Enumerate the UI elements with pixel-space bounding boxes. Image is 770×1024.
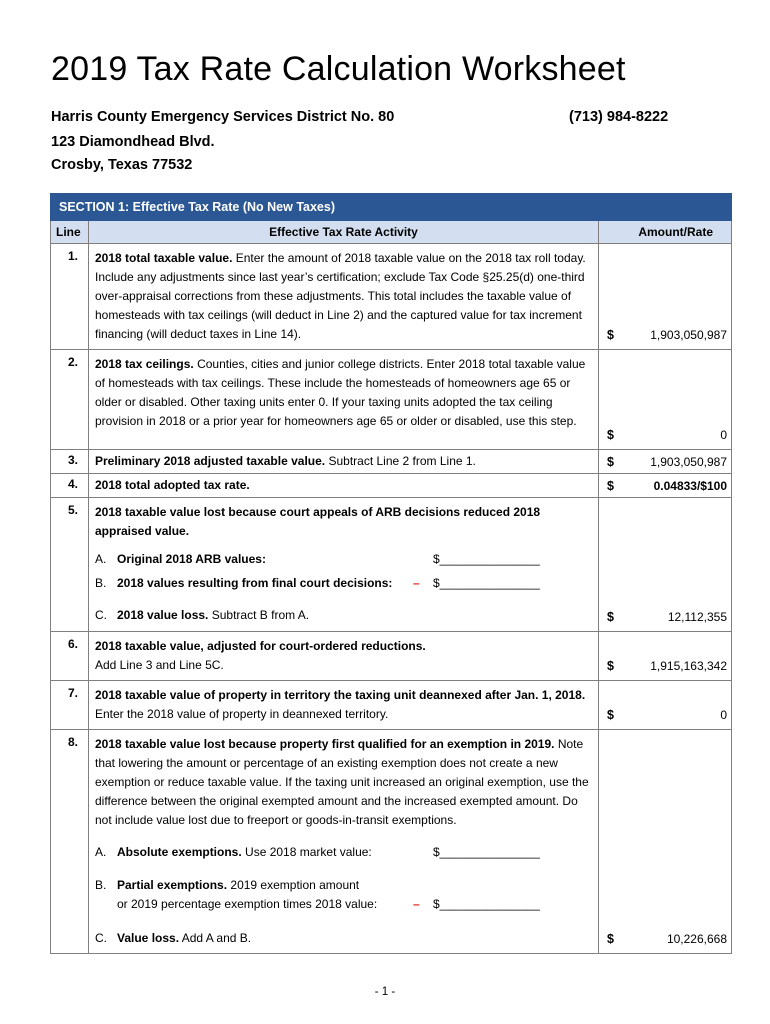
sub-item-label: A. [95, 552, 107, 566]
address-line-2: Crosby, Texas 77532 [51, 157, 193, 173]
blank-field[interactable]: $_______________ [433, 897, 540, 911]
dollar-sign: $ [607, 428, 614, 442]
sub-item-heading: Partial exemptions. [117, 878, 228, 892]
dollar-sign: $ [607, 328, 614, 342]
amount-cell [599, 730, 732, 954]
sub-item-c [95, 928, 592, 948]
activity-cell [89, 474, 599, 498]
activity-text: Add Line 3 and Line 5C. [95, 658, 224, 672]
sub-item-heading: Value loss. [117, 931, 180, 945]
amount-value: 0 [720, 708, 727, 722]
line-number: 6. [51, 632, 89, 681]
sub-item-c [95, 605, 592, 625]
amount-cell [599, 632, 732, 681]
activity-cell [89, 450, 599, 474]
address-line-1: 123 Diamondhead Blvd. [51, 134, 215, 150]
org-name: Harris County Emergency Services District No. 80 [51, 109, 395, 125]
activity-heading: Preliminary 2018 adjusted taxable value. [95, 454, 326, 468]
sub-item-label: C. [95, 608, 107, 622]
activity-heading: 2018 total taxable value. [95, 251, 233, 265]
table-row [51, 474, 732, 498]
amount-cell [599, 450, 732, 474]
minus-sign: – [413, 897, 420, 911]
dollar-sign: $ [607, 659, 614, 673]
sub-item-text: 2019 exemption amount [230, 878, 360, 892]
sub-item-text: 2018 values resulting from final court decisions: [117, 576, 393, 590]
line-number: 8. [51, 730, 89, 954]
amount-value: 10,226,668 [666, 932, 727, 946]
column-header-row [51, 221, 732, 244]
activity-cell [89, 244, 599, 350]
table-row [51, 350, 732, 450]
sub-item-label: B. [95, 576, 107, 590]
amount-value: 0.04833/$100 [653, 479, 727, 493]
activity-heading: 2018 taxable value lost because court appeals of ARB decisions reduced 2018 appraised value. [95, 505, 541, 538]
sub-item-text: Subtract B from A. [211, 608, 310, 622]
sub-item-a [95, 842, 592, 866]
page-title: 2019 Tax Rate Calculation Worksheet [51, 50, 626, 88]
section-header [51, 194, 732, 221]
amount-value: 1,903,050,987 [650, 455, 727, 469]
activity-heading: 2018 taxable value lost because property first qualified for an exemption in 2019. [95, 737, 555, 751]
dollar-sign: $ [607, 455, 614, 469]
table-row [51, 681, 732, 730]
activity-text: Enter the 2018 value of property in deannexed territory. [95, 707, 389, 721]
activity-cell [89, 498, 599, 632]
activity-cell [89, 730, 599, 954]
amount-cell [599, 474, 732, 498]
activity-text: Enter the amount of 2018 taxable value on the 2018 tax roll today. Include any adjustments since last year’s certification; exclude Tax Code §25.25(d) one-third over-appraisal corrections from these adjustments. This total includes the taxable value of homesteads with tax ceilings (will deduct in Line 2) and the captured value for tax increment financing (will deduct taxes in Line 14). [95, 251, 586, 341]
sub-item-text: Original 2018 ARB values: [117, 552, 266, 566]
sub-item-heading: 2018 value loss. [117, 608, 209, 622]
sub-item-heading: Absolute exemptions. [117, 845, 242, 859]
amount-value: 1,903,050,987 [650, 328, 727, 342]
dollar-sign: $ [607, 708, 614, 722]
line-number: 4. [51, 474, 89, 498]
section-title: SECTION 1: Effective Tax Rate (No New Taxes) [51, 194, 732, 221]
col-header-activity: Effective Tax Rate Activity [89, 221, 599, 244]
dollar-sign: $ [607, 479, 614, 493]
table-row [51, 244, 732, 350]
activity-cell [89, 350, 599, 450]
blank-field[interactable]: $_______________ [433, 552, 540, 566]
amount-cell [599, 681, 732, 730]
activity-heading: 2018 total adopted tax rate. [95, 478, 250, 492]
activity-text: Subtract Line 2 from Line 1. [328, 454, 476, 468]
sub-item-b [95, 573, 592, 597]
amount-value: 1,915,163,342 [650, 659, 727, 673]
table-row [51, 730, 732, 954]
activity-text: Note that lowering the amount or percentage of an existing exemption does not create a new exemption or reduce taxable value. If the taxing unit increased an original exemption, use the difference between the original exempted amount and the increased exempted amount. Do not include value lost due to freeport or goods-in-transit exemptions. [95, 737, 589, 827]
sub-item-text: Use 2018 market value: [245, 845, 372, 859]
page-number: - 1 - [374, 986, 396, 998]
sub-item-label: B. [95, 878, 107, 892]
amount-cell [599, 498, 732, 632]
sub-item-label: A. [95, 845, 107, 859]
line-number: 7. [51, 681, 89, 730]
dollar-sign: $ [607, 932, 614, 946]
worksheet-table [50, 193, 732, 954]
activity-text: Counties, cities and junior college districts. Enter 2018 total taxable value of homesteads with tax ceilings. These include the homesteads of homeowners age 65 or older or disabled. Other taxing units enter 0. If your taxing units adopted the tax ceiling provision in 2018 or a prior year for homeowners age 65 or older or disabled, use this step. [95, 357, 586, 428]
col-header-line: Line [51, 221, 89, 244]
table-row [51, 632, 732, 681]
line-number: 3. [51, 450, 89, 474]
amount-value: 12,112,355 [667, 610, 727, 624]
line-number: 1. [51, 244, 89, 350]
sub-item-a [95, 549, 592, 573]
blank-field[interactable]: $_______________ [433, 576, 540, 590]
activity-heading: 2018 taxable value, adjusted for court-ordered reductions. [95, 639, 426, 653]
minus-sign: – [413, 576, 420, 590]
amount-cell [599, 350, 732, 450]
sub-item-label: C. [95, 931, 107, 945]
sub-item-text: Add A and B. [181, 931, 252, 945]
sub-item-b [95, 876, 592, 916]
table-row [51, 450, 732, 474]
phone-number: (713) 984-8222 [569, 109, 669, 125]
sub-item-text: or 2019 percentage exemption times 2018 value: [117, 897, 378, 911]
activity-cell [89, 632, 599, 681]
line-number: 2. [51, 350, 89, 450]
line-number: 5. [51, 498, 89, 632]
amount-cell [599, 244, 732, 350]
amount-value: 0 [720, 428, 727, 442]
table-row [51, 498, 732, 632]
blank-field[interactable]: $_______________ [433, 845, 540, 859]
col-header-amount: Amount/Rate [599, 221, 732, 244]
activity-cell [89, 681, 599, 730]
activity-heading: 2018 taxable value of property in territory the taxing unit deannexed after Jan. 1, 2018. [95, 688, 586, 702]
activity-heading: 2018 tax ceilings. [95, 357, 194, 371]
dollar-sign: $ [607, 610, 614, 624]
